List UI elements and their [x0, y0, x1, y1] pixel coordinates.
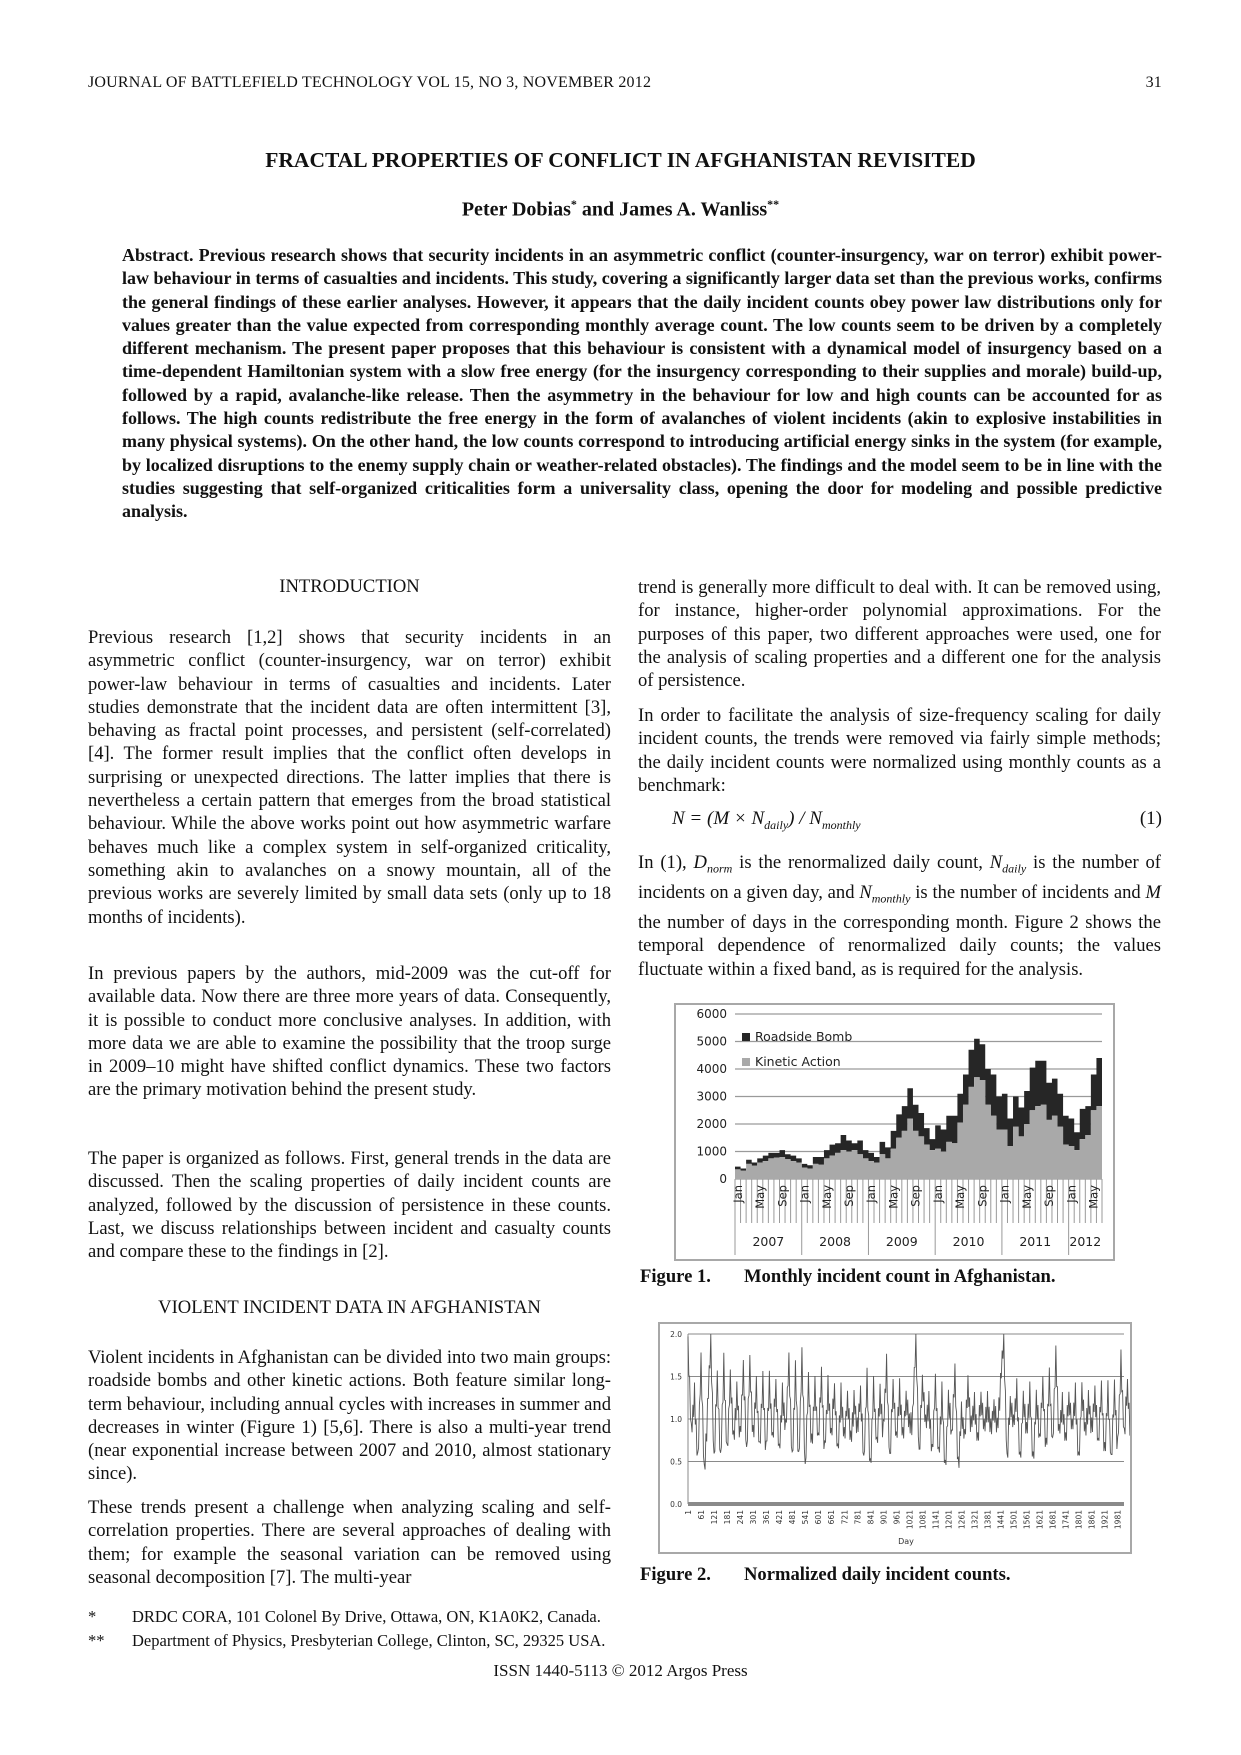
footnote-mark: ** [88, 1631, 105, 1650]
x-month-label: May [953, 1185, 968, 1209]
x-tick-label: 781 [853, 1510, 863, 1525]
x-year-label: 2008 [819, 1234, 851, 1249]
y-tick-label: 5000 [696, 1034, 727, 1049]
symbol: M [1145, 882, 1162, 904]
text: In (1), [638, 852, 694, 873]
footnote-text: DRDC CORA, 101 Colonel By Drive, Ottawa, ON, K1A0K2, Canada. [132, 1607, 601, 1626]
paragraph: In previous papers by the authors, mid-2009 was the cut-off for available data. Now there are three more years of data. Consequently, it is possible to conduct more conclusive analyses. In addition, with more data we are able to examine the possibility that the troop surge in 2009–10 might have shifted conflict dynamics. These two factors are the primary motivation behind the present study. [88, 963, 611, 1101]
text: the number of days in the corresponding month. Figure 2 shows the temporal dependence of renormalized daily counts; the values fluctuate within a fixed band, as is required for the analysis. [638, 912, 1161, 980]
figure-2-caption [640, 1564, 1011, 1586]
paper-title: FRACTAL PROPERTIES OF CONFLICT IN AFGHANISTAN REVISITED [265, 148, 976, 172]
x-tick-label: 1201 [944, 1510, 954, 1530]
x-month-label: Sep [975, 1185, 990, 1207]
authors [0, 197, 1241, 222]
x-tick-label: 601 [814, 1510, 824, 1525]
paragraph: These trends present a challenge when analyzing scaling and self-correlation properties. There are several approaches of dealing with them; for example the seasonal variation can be removed using seasonal decomposition [7]. The multi-year [88, 1497, 611, 1588]
x-tick-label: 1 [684, 1510, 693, 1515]
x-tick-label: 661 [827, 1510, 837, 1525]
y-tick-label: 3000 [696, 1089, 727, 1104]
footnote-text: Department of Physics, Presbyterian College, Clinton, SC, 29325 USA. [132, 1631, 606, 1650]
x-tick-label: 1021 [905, 1510, 915, 1530]
daily-series-line [688, 1334, 1130, 1470]
section-heading-incident-data: VIOLENT INCIDENT DATA IN AFGHANISTAN [158, 1297, 541, 1318]
y-tick-label: 6000 [696, 1007, 727, 1021]
figure-1-caption [640, 1266, 1056, 1288]
x-month-label: May [1019, 1185, 1034, 1209]
running-header: JOURNAL OF BATTLEFIELD TECHNOLOGY VOL 15, NO 3, NOVEMBER 2012 [88, 74, 652, 91]
x-tick-label: 61 [697, 1510, 707, 1520]
legend-label-roadside-bomb: Roadside Bomb [755, 1029, 853, 1044]
normalized-daily-chart [660, 1324, 1130, 1552]
equation-part: ) / N [788, 808, 822, 829]
symbol: N [989, 852, 1003, 873]
paragraph: Previous research [1,2] shows that security incidents in an asymmetric conflict (counter-insurgency, war on terror) exhibit power-law behaviour in terms of casualties and incidents. Later studies demonstrate that the incident data are often intermittent [3], behaving as fractal point processes, and persistent (self-correlated) [4]. The former result implies that the conflict often develops in surprising or unexpected directions. The latter implies that there is nevertheless a certain pattern that emerges from the broad statistical behaviour. While the above works point out how asymmetric warfare behaves much like a complex system in self-organized criticality, something akin to avalanches on a snowy mountain, all of the previous works are severely limited by small data sets (only up to 18 months of incidents). [88, 627, 611, 928]
author-name: Peter Dobias [461, 198, 571, 221]
affiliation-mark: ** [767, 197, 780, 211]
footnote [88, 1631, 605, 1651]
x-month-label: Jan [730, 1185, 745, 1203]
x-month-label: Jan [930, 1185, 945, 1203]
figure-1-chart [674, 1003, 1115, 1261]
y-tick-label: 4000 [696, 1062, 727, 1076]
x-month-label: Sep [775, 1185, 790, 1207]
x-month-label: May [886, 1185, 901, 1209]
x-tick-label: 841 [866, 1510, 876, 1525]
x-tick-label: 1501 [1009, 1510, 1019, 1530]
monthly-incident-chart [676, 1005, 1113, 1259]
subscript: monthly [871, 891, 911, 906]
y-tick-label: 1000 [696, 1144, 727, 1159]
x-year-label: 2012 [1069, 1234, 1102, 1249]
x-tick-label: 1861 [1087, 1510, 1097, 1530]
x-tick-label: 1681 [1048, 1510, 1058, 1530]
text: is the number of incidents and [910, 882, 1146, 904]
paragraph: Violent incidents in Afghanistan can be divided into two main groups: roadside bombs and other kinetic actions. Both feature similar long-term behaviour, including annual cycles with increases in summer and decreases in winter (Figure 1) [5,6]. There is also a multi-year trend (near exponential increase between 2007 and 2010, almost stationary since). [88, 1347, 611, 1485]
legend-label-kinetic-action: Kinetic Action [755, 1054, 841, 1069]
paragraph [638, 851, 1161, 981]
x-tick-label: 901 [879, 1510, 889, 1525]
x-tick-label: 181 [723, 1510, 733, 1525]
x-tick-label: 1981 [1113, 1510, 1123, 1530]
y-tick-label: 0.5 [670, 1457, 682, 1467]
legend-swatch-kinetic-action [742, 1058, 750, 1066]
equation-part: N = (M × N [672, 808, 765, 829]
x-tick-label: 421 [775, 1510, 785, 1525]
paragraph: In order to facilitate the analysis of size-frequency scaling for daily incident counts, the trends were removed via fairly simple methods; the daily incident counts were normalized using monthly counts as a benchmark: [638, 705, 1161, 796]
caption-text: Normalized daily incident counts. [744, 1564, 1011, 1585]
x-tick-label: 1441 [996, 1510, 1006, 1530]
abstract: Abstract. Previous research shows that security incidents in an asymmetric conflict (counter-insurgency, war on terror) exhibit power-law behaviour in terms of casualties and incidents. This study, covering a significantly larger data set than the previous works, confirms the general findings of these earlier analyses. However, it appears that the daily incident counts obey power law distributions only for values greater than the value expected from corresponding monthly average count. The low counts seem to be driven by a completely different mechanism. The present paper proposes that this behaviour is consistent with a dynamical model of insurgency based on a time-dependent Hamiltonian system with a slow free energy (for the insurgency corresponding to their supplies and morale) build-up, followed by a rapid, avalanche-like release. Then the asymmetry in the behaviour for low and high counts can be accounted for as follows. The high counts redistribute the free energy in the form of avalanches of violent incidents (akin to explosive instabilities in many physical systems). On the other hand, the low counts correspond to introducing artificial energy sinks in the system (for example, by localized disruptions to the enemy supply chain or weather-related obstacles). The findings and the model seem to be in line with the studies suggesting that self-organized criticalities form a universality class, opening the door for modeling and possible predictive analysis. [122, 245, 1162, 522]
figure-2-chart [658, 1322, 1132, 1554]
x-tick-label: 1921 [1100, 1510, 1110, 1530]
x-tick-label: 121 [710, 1510, 720, 1525]
x-month-label: Jan [997, 1185, 1012, 1203]
legend-swatch-roadside-bomb [742, 1033, 750, 1041]
x-year-label: 2007 [752, 1234, 785, 1249]
symbol: D [693, 852, 707, 873]
x-tick-label: 1801 [1074, 1510, 1084, 1530]
x-year-label: 2009 [885, 1234, 918, 1249]
y-tick-label: 1.0 [670, 1415, 682, 1424]
x-tick-label: 1621 [1035, 1510, 1045, 1530]
section-heading-introduction: INTRODUCTION [279, 576, 420, 597]
y-tick-label: 0 [719, 1172, 727, 1186]
x-tick-label: 1321 [970, 1510, 980, 1530]
x-tick-label: 1741 [1061, 1510, 1071, 1530]
x-tick-label: 301 [749, 1510, 759, 1525]
author-connector: and [581, 198, 615, 221]
figure-label: Figure 1. [640, 1266, 711, 1287]
figure-label: Figure 2. [640, 1564, 711, 1585]
y-tick-label: 1.5 [670, 1372, 682, 1382]
x-tick-label: 481 [788, 1510, 798, 1525]
x-month-label: Jan [864, 1185, 879, 1203]
x-tick-label: 961 [892, 1510, 902, 1525]
x-tick-label: 361 [762, 1510, 772, 1525]
paragraph: trend is generally more difficult to deal with. It can be removed using, for instance, higher-order polynomial approximations. For the purposes of this paper, two different approaches were used, one for the analysis of scaling properties and a different one for the analysis of persistence. [638, 577, 1161, 692]
equation-number: (1) [1139, 808, 1162, 829]
page-number: 31 [1145, 74, 1162, 91]
author-name: James A. Wanliss [619, 198, 768, 221]
x-month-label: May [1086, 1185, 1101, 1209]
x-tick-label: 1561 [1022, 1510, 1032, 1530]
subscript: daily [1002, 861, 1027, 876]
x-tick-label: 721 [840, 1510, 850, 1525]
equation-subscript: monthly [821, 817, 861, 832]
text: is the number of incidents on a given day, and [638, 852, 1161, 904]
footnote-mark: * [88, 1607, 97, 1626]
x-tick-label: 1081 [918, 1510, 928, 1530]
x-tick-label: 1381 [983, 1510, 993, 1530]
x-tick-label: 1261 [957, 1510, 967, 1530]
x-month-label: Sep [1042, 1185, 1057, 1207]
affiliation-mark: * [570, 197, 577, 211]
text: is the renormalized daily count, [732, 852, 990, 873]
x-year-label: 2010 [952, 1234, 985, 1249]
x-month-label: Sep [908, 1185, 923, 1207]
y-tick-label: 2000 [696, 1117, 727, 1131]
x-month-label: May [753, 1185, 768, 1209]
x-month-label: May [819, 1185, 834, 1209]
y-tick-label: 0.0 [670, 1500, 682, 1509]
x-tick-label: 241 [736, 1510, 746, 1525]
caption-text: Monthly incident count in Afghanistan. [744, 1266, 1056, 1287]
equation-1 [672, 808, 1162, 833]
x-tick-label: 1141 [931, 1510, 941, 1530]
footer-issn: ISSN 1440-5113 © 2012 Argos Press [493, 1661, 748, 1680]
x-month-label: Jan [797, 1185, 812, 1203]
footnote [88, 1607, 601, 1627]
equation-subscript: daily [764, 817, 789, 832]
x-month-label: Sep [841, 1185, 856, 1207]
paragraph: The paper is organized as follows. First, general trends in the data are discussed. Then the scaling properties of daily incident counts are analyzed, followed by the discussion of persistence in these counts. Last, we discuss relationships between incident and casualty counts and compare these to the findings in [2]. [88, 1148, 611, 1263]
subscript: norm [706, 861, 733, 876]
x-year-label: 2011 [1019, 1234, 1052, 1249]
x-tick-label: 541 [801, 1510, 811, 1525]
symbol: N [859, 882, 872, 904]
x-month-label: Jan [1064, 1185, 1079, 1203]
y-tick-label: 2.0 [670, 1330, 682, 1339]
x-axis-title: Day [898, 1537, 914, 1546]
